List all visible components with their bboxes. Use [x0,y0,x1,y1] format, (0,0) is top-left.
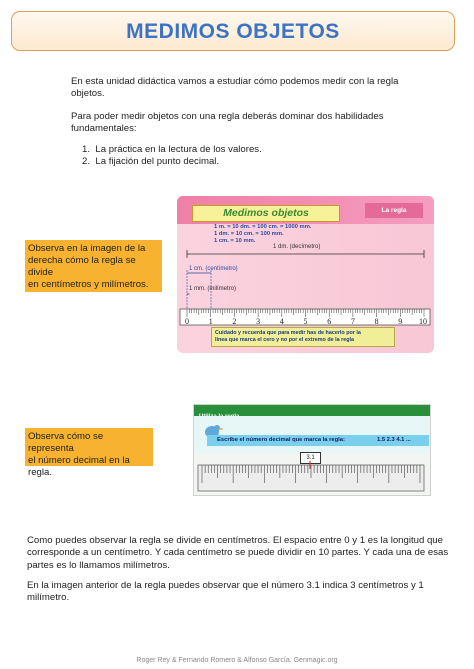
text-line: derecha cómo la regla se divide [28,255,136,278]
ruler-number: 1 [208,317,213,326]
page-title: MEDIMOS OBJETOS [126,20,340,43]
text-line: corresponde a un centímetro. Y cada centímetro se puede dividir en 10 partes. Y cada una de esas [27,547,449,559]
note-ruler-divisions [25,240,162,292]
conclusion-paragraph [27,580,457,605]
equivalence-line: 1 m. = 10 dm. = 100 cm. = 1000 mm. [214,224,312,230]
footer-credits: Roger Rey & Fernando Romero & Alfonso García. Genmagic.org [136,657,338,664]
ruler-number: 5 [303,317,308,326]
text-line: fundamentales: [71,123,137,135]
equivalence-line: 1 cm. = 10 mm. [214,238,256,244]
marker-value: 3.1 [300,452,321,464]
list-item [82,156,262,168]
text-line: el número decimal en la [28,455,130,466]
equivalence-line: 1 dm. = 10 cm. = 100 mm. [214,231,284,237]
image-title-bar [194,405,430,416]
ruler-number: 4 [279,317,284,326]
question-text: Escribe el número decimal que marca la regla: [217,437,345,443]
ruler-number: 3 [256,317,261,326]
text-line: Cuidado y recuerda que para medir has de hacerlo por la [215,330,361,336]
text-line: En esta unidad didáctica vamos a estudiar cómo podemos medir con la regla [71,76,399,87]
ruler-explanation-image [177,196,434,353]
answer-options: 1.5 2.3 4.1 ... [377,437,411,443]
ruler-number: 10 [419,317,427,326]
dm-label: 1 dm. (decímetro) [273,244,321,250]
text-line: en centímetros y milímetros. [28,279,149,290]
question-bar [207,435,429,446]
text-line: Observa en la imagen de la [28,243,146,254]
ruler-number: 9 [398,317,403,326]
text-line: Como puedes observar la regla se divide en centímetros. El espacio entre 0 y 1 es la longitud que [27,535,443,546]
intro-paragraph-1 [71,76,411,101]
ruler-2 [194,461,430,495]
title-box [11,11,455,51]
text-line: objetos. [71,88,105,100]
text-line: partes es lo llamamos milímetros. [27,559,170,571]
use-ruler-image [193,404,431,496]
text-line: Para poder medir objetos con una regla deberás dominar dos habilidades [71,111,384,122]
text-line: línea que marca el cero y no por el extremo de la regla [215,336,355,343]
warning-box [211,327,395,347]
image-banner: Medimos objetos [192,205,340,222]
ruler-number: 8 [374,317,379,326]
list-item [82,144,262,156]
ruler-number: 2 [232,317,237,326]
list-number: 1. [82,144,91,155]
text-line: milímetro. [27,592,70,604]
ruler-number: 0 [185,317,189,326]
list-text: La práctica en la lectura de los valores. [95,144,262,155]
text-line: regla. [28,467,52,478]
intro-paragraph-2 [71,111,411,136]
note-decimal [25,428,153,478]
list-number: 2. [82,156,91,168]
explanation-paragraph [27,535,457,572]
cm-label: 1 cm. (centímetro) [189,266,238,272]
ruler-number: 7 [350,317,355,326]
skills-list [82,144,262,169]
text-line: Observa cómo se representa [28,431,104,454]
list-text: La fijación del punto decimal. [95,156,220,168]
ruler-number: 6 [327,317,332,326]
regla-tab: La regla [365,203,423,218]
text-line: En la imagen anterior de la regla puedes observar que el número 3.1 indica 3 centímetros y 1 [27,580,424,591]
mm-label: 1 mm. (milímetro) [189,286,236,292]
